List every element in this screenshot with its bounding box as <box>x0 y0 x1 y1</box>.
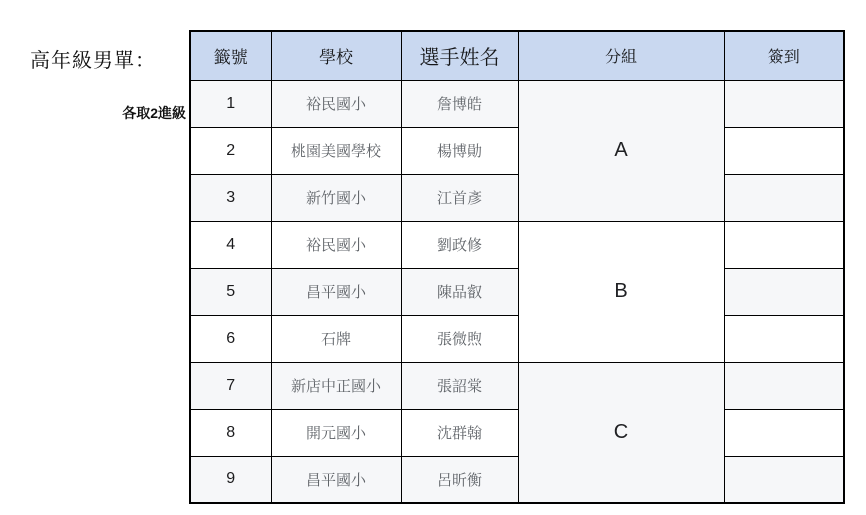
signin-cell[interactable] <box>724 127 844 174</box>
draw-number-cell: 1 <box>190 80 271 127</box>
header-player-name: 選手姓名 <box>401 31 518 80</box>
header-draw-number: 籤號 <box>190 31 271 80</box>
advancement-note: 各取2進級 <box>122 105 186 121</box>
school-cell: 昌平國小 <box>271 268 401 315</box>
draw-table <box>189 30 845 504</box>
group-c-cell: C <box>518 362 724 503</box>
group-a-cell: A <box>518 80 724 221</box>
table-row <box>190 174 844 221</box>
table-row <box>190 268 844 315</box>
school-cell: 桃園美國學校 <box>271 127 401 174</box>
draw-number-cell: 8 <box>190 409 271 456</box>
school-cell: 新竹國小 <box>271 174 401 221</box>
table-row <box>190 315 844 362</box>
header-group: 分組 <box>518 31 724 80</box>
draw-number-cell: 5 <box>190 268 271 315</box>
draw-number-cell: 7 <box>190 362 271 409</box>
signin-cell[interactable] <box>724 456 844 503</box>
signin-cell[interactable] <box>724 174 844 221</box>
player-cell: 張詔棠 <box>401 362 518 409</box>
player-cell: 楊博勛 <box>401 127 518 174</box>
player-cell: 江首彥 <box>401 174 518 221</box>
table-row <box>190 221 844 268</box>
table-row <box>190 80 844 127</box>
draw-number-cell: 9 <box>190 456 271 503</box>
school-cell: 石牌 <box>271 315 401 362</box>
player-cell: 呂昕衡 <box>401 456 518 503</box>
draw-number-cell: 4 <box>190 221 271 268</box>
signin-cell[interactable] <box>724 409 844 456</box>
school-cell: 昌平國小 <box>271 456 401 503</box>
signin-cell[interactable] <box>724 80 844 127</box>
player-cell: 陳品叡 <box>401 268 518 315</box>
page-title: 高年級男單： <box>30 50 156 72</box>
player-cell: 沈群翰 <box>401 409 518 456</box>
draw-number-cell: 2 <box>190 127 271 174</box>
signin-cell[interactable] <box>724 268 844 315</box>
school-cell: 裕民國小 <box>271 221 401 268</box>
group-b-cell: B <box>518 221 724 362</box>
signin-cell[interactable] <box>724 221 844 268</box>
signin-cell[interactable] <box>724 362 844 409</box>
table-row <box>190 409 844 456</box>
draw-number-cell: 6 <box>190 315 271 362</box>
header-row <box>190 31 844 80</box>
school-cell: 開元國小 <box>271 409 401 456</box>
signin-cell[interactable] <box>724 315 844 362</box>
table-row <box>190 362 844 409</box>
player-cell: 詹博皓 <box>401 80 518 127</box>
table-row <box>190 127 844 174</box>
player-cell: 張微煦 <box>401 315 518 362</box>
table-row <box>190 456 844 503</box>
draw-number-cell: 3 <box>190 174 271 221</box>
header-signin: 簽到 <box>724 31 844 80</box>
school-cell: 新店中正國小 <box>271 362 401 409</box>
player-cell: 劉政修 <box>401 221 518 268</box>
school-cell: 裕民國小 <box>271 80 401 127</box>
header-school: 學校 <box>271 31 401 80</box>
